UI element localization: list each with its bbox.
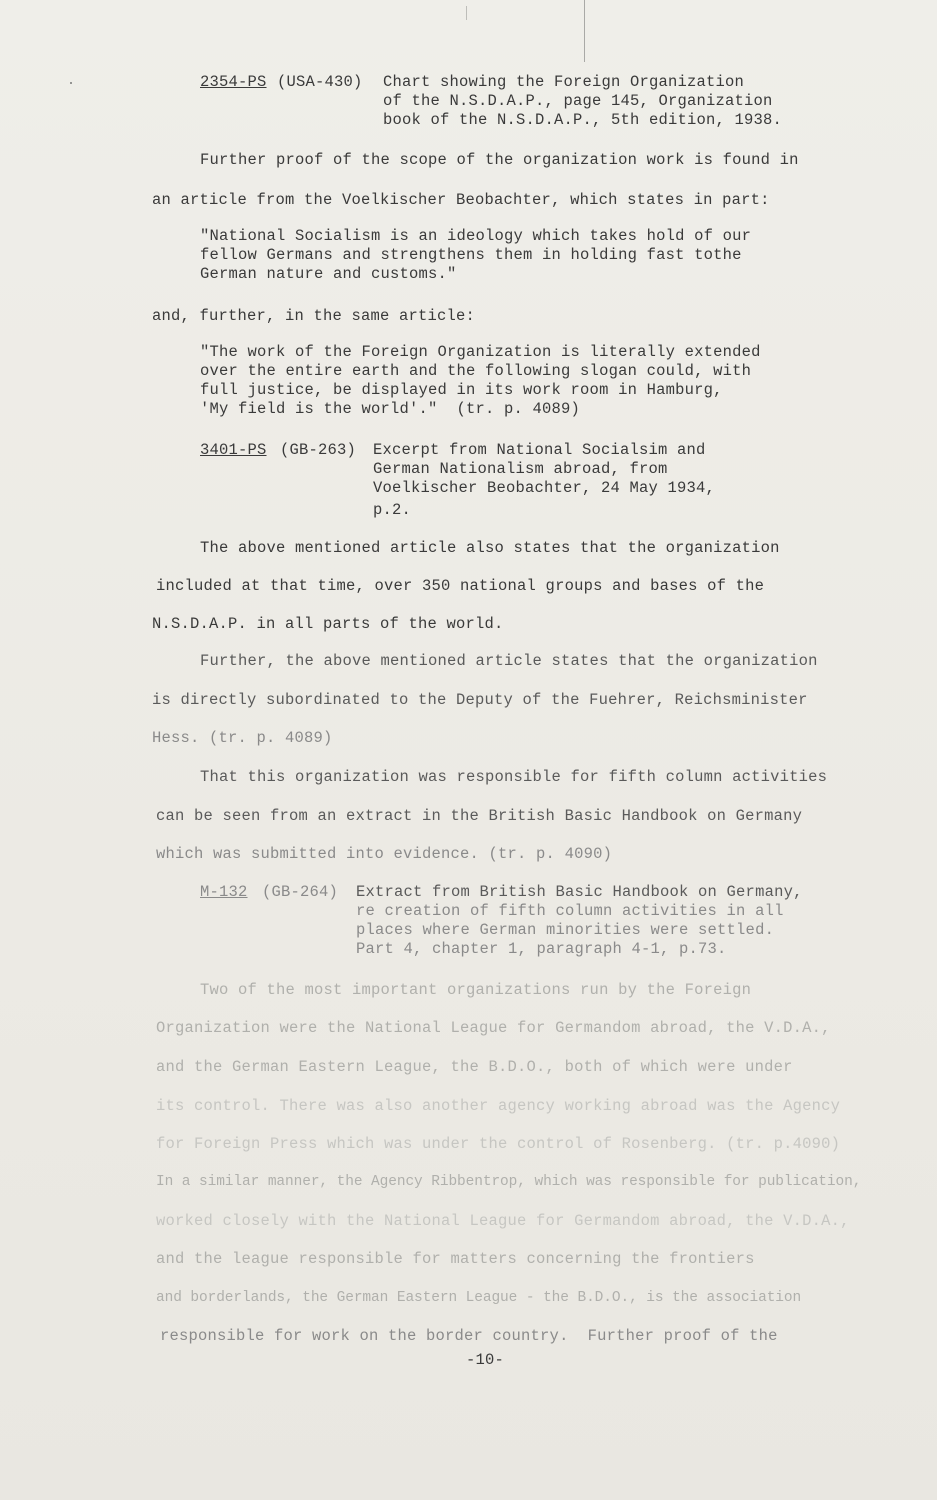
quote-line: "National Socialism is an ideology which takes hold of our bbox=[200, 227, 752, 245]
body-line: Two of the most important organizations run by the Foreign bbox=[200, 981, 752, 999]
exhibit-desc-line: places where German minorities were settled. bbox=[356, 921, 775, 939]
scan-dot bbox=[70, 82, 72, 84]
quote-line: German nature and customs." bbox=[200, 265, 457, 283]
quote-line: fellow Germans and strengthens them in holding fast tothe bbox=[200, 246, 742, 264]
body-line: Organization were the National League for Germandom abroad, the V.D.A., bbox=[156, 1019, 831, 1037]
exhibit-ref: 3401-PS bbox=[200, 441, 267, 459]
body-line: an article from the Voelkischer Beobachter, which states in part: bbox=[152, 191, 770, 209]
exhibit-number: (GB-263) bbox=[280, 441, 357, 459]
body-line: Further proof of the scope of the organization work is found in bbox=[200, 151, 799, 169]
body-line: In a similar manner, the Agency Ribbentrop, which was responsible for publication, bbox=[156, 1174, 862, 1190]
quote-line: over the entire earth and the following slogan could, with bbox=[200, 362, 752, 380]
exhibit-desc-line: Voelkischer Beobachter, 24 May 1934, bbox=[373, 479, 716, 497]
scan-mark bbox=[466, 6, 467, 20]
exhibit-desc-line: re creation of fifth column activities in all bbox=[356, 902, 784, 920]
scan-mark bbox=[584, 0, 585, 62]
body-line: its control. There was also another agency working abroad was the Agency bbox=[156, 1097, 841, 1115]
quote-line: full justice, be displayed in its work room in Hamburg, bbox=[200, 381, 723, 399]
body-line: included at that time, over 350 national groups and bases of the bbox=[156, 577, 765, 595]
body-line: and borderlands, the German Eastern League - the B.D.O., is the association bbox=[156, 1290, 802, 1306]
body-line: and the league responsible for matters concerning the frontiers bbox=[156, 1250, 755, 1268]
exhibit-desc-line: Part 4, chapter 1, paragraph 4-1, p.73. bbox=[356, 940, 727, 958]
exhibit-desc-line: German Nationalism abroad, from bbox=[373, 460, 668, 478]
body-line: can be seen from an extract in the British Basic Handbook on Germany bbox=[156, 807, 803, 825]
page-number: -10- bbox=[466, 1351, 505, 1369]
body-line: and, further, in the same article: bbox=[152, 307, 476, 325]
body-line: That this organization was responsible for fifth column activities bbox=[200, 768, 828, 786]
body-line: Further, the above mentioned article states that the organization bbox=[200, 652, 818, 670]
exhibit-number: (USA-430) bbox=[277, 73, 363, 91]
exhibit-desc-line: p.2. bbox=[373, 501, 412, 519]
body-line: is directly subordinated to the Deputy of the Fuehrer, Reichsminister bbox=[152, 691, 808, 709]
body-line: which was submitted into evidence. (tr. p. 4090) bbox=[156, 845, 613, 863]
exhibit-desc-line: Excerpt from National Socialsim and bbox=[373, 441, 706, 459]
quote-line: "The work of the Foreign Organization is literally extended bbox=[200, 343, 761, 361]
exhibit-desc-line: book of the N.S.D.A.P., 5th edition, 1938. bbox=[383, 111, 783, 129]
body-line: worked closely with the National League for Germandom abroad, the V.D.A., bbox=[156, 1212, 850, 1230]
body-line: N.S.D.A.P. in all parts of the world. bbox=[152, 615, 504, 633]
exhibit-ref: 2354-PS bbox=[200, 73, 267, 91]
exhibit-desc-line: of the N.S.D.A.P., page 145, Organization bbox=[383, 92, 773, 110]
body-line: responsible for work on the border country. Further proof of the bbox=[160, 1327, 778, 1345]
body-line: and the German Eastern League, the B.D.O., both of which were under bbox=[156, 1058, 793, 1076]
body-line: Hess. (tr. p. 4089) bbox=[152, 729, 333, 747]
exhibit-number: (GB-264) bbox=[262, 883, 339, 901]
exhibit-ref: M-132 bbox=[200, 883, 248, 901]
exhibit-desc-line: Chart showing the Foreign Organization bbox=[383, 73, 745, 91]
body-line: The above mentioned article also states that the organization bbox=[200, 539, 780, 557]
body-line: for Foreign Press which was under the control of Rosenberg. (tr. p.4090) bbox=[156, 1135, 841, 1153]
quote-line: 'My field is the world'." (tr. p. 4089) bbox=[200, 400, 581, 418]
exhibit-desc-line: Extract from British Basic Handbook on Germany, bbox=[356, 883, 803, 901]
